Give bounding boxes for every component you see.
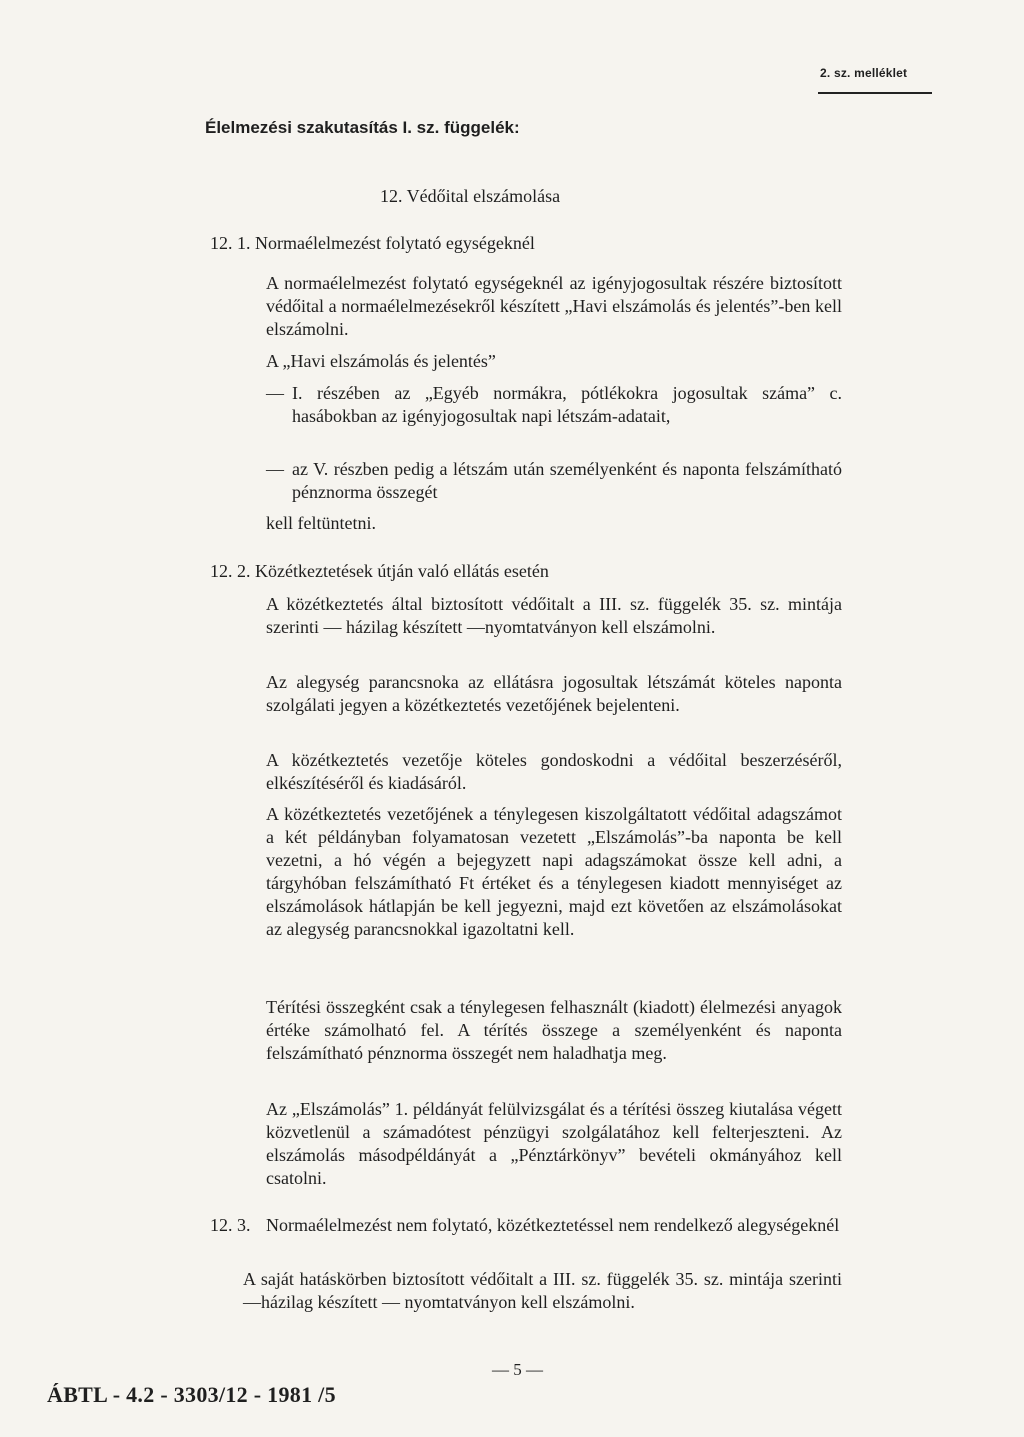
subsection-3-number: 12. 3.	[210, 1215, 251, 1235]
subsection-2-paragraph-4: A közétkeztetés vezetőjének a ténylegesen kiszolgáltatott védőital adagszámot a két példányban folyamatosan vezetett „Elszámolás”-ba naponta be kell vezetni, a hó végén a bejegyzett napi adagszámokat össze kell adni, a tárgyhóban felszámítható Ft értéket és a ténylegesen kiadott mennyiséget az elszámolások hátlapján be kell jegyezni, majd ezt követően az elszámolásokat az alegység parancsnokkal igazoltatni kell.	[266, 804, 842, 939]
subsection-1-heading: 12. 1. Normaélelmezést folytató egységeknél	[210, 233, 535, 253]
subsection-3-paragraph-1: A saját hatáskörben biztosított védőitalt a III. sz. függelék 35. sz. mintája szerinti —házilag készített — nyomtatványon kell elszámolni.	[243, 1269, 842, 1312]
annex-label: 2. sz. melléklet	[820, 66, 908, 80]
subsection-2-paragraph-3: A közétkeztetés vezetője köteles gondoskodni a védőital beszerzéséről, elkészítéséről és kiadásáról.	[266, 750, 842, 793]
subsection-2-paragraph-1: A közétkeztetés által biztosított védőitalt a III. sz. függelék 35. sz. mintája szerinti — házilag készített —nyomtatványon kell elszámolni.	[266, 594, 842, 637]
dash-marker: —	[266, 383, 284, 403]
subsection-1-paragraph-1: A normaélelmezést folytató egységeknél az igényjogosultak részére biztosított védőital a normaélelmezésekről készített „Havi elszámolás és jelentés”-ben kell elszámolni.	[266, 273, 842, 339]
page-number: — 5 —	[492, 1360, 543, 1379]
list-item-text: I. részében az „Egyéb normákra, pótlékokra jogosultak száma” c. hasábokban az igényjogosultak napi létszám-adatait,	[292, 383, 842, 426]
list-item-text: az V. részben pedig a létszám után személyenként és naponta felszámítható pénznorma összegét	[292, 459, 842, 502]
archive-reference: ÁBTL - 4.2 - 3303/12 - 1981 /5	[47, 1382, 336, 1407]
dash-marker: —	[266, 459, 284, 479]
subsection-1-list-item-2	[266, 458, 842, 504]
section-title: 12. Védőital elszámolása	[380, 186, 561, 206]
subsection-1-list-item-1	[266, 382, 842, 428]
subsection-2-paragraph-6: Az „Elszámolás” 1. példányát felülvizsgálat és a térítési összeg kiutalása végett közvetlenül a számadótest pénzügyi szolgálatához kell felterjeszteni. Az elszámolás másodpéldányát a „Pénztárkönyv” bevételi okmányához kell csatolni.	[266, 1099, 842, 1188]
subsection-3-title: Normaélelmezést nem folytató, közétkeztetéssel nem rendelkező alegységeknél	[266, 1215, 840, 1235]
appendix-title: Élelmezési szakutasítás I. sz. függelék:	[205, 118, 520, 137]
subsection-2-paragraph-2: Az alegység parancsnoka az ellátásra jogosultak létszámát köteles naponta szolgálati jegyen a közétkeztetés vezetőjének bejelenteni.	[266, 672, 842, 715]
subsection-1-paragraph-2: A „Havi elszámolás és jelentés”	[266, 351, 496, 371]
header-underline	[818, 92, 932, 94]
subsection-1-paragraph-3: kell feltüntetni.	[266, 513, 376, 533]
subsection-2-paragraph-5: Térítési összegként csak a ténylegesen felhasznált (kiadott) élelmezési anyagok értéke számolható fel. A térítés összege a személyenként és naponta felszámítható pénznorma összegét nem haladhatja meg.	[266, 997, 842, 1063]
subsection-3-heading	[210, 1214, 842, 1237]
subsection-2-heading: 12. 2. Közétkeztetések útján való ellátás esetén	[210, 561, 549, 581]
